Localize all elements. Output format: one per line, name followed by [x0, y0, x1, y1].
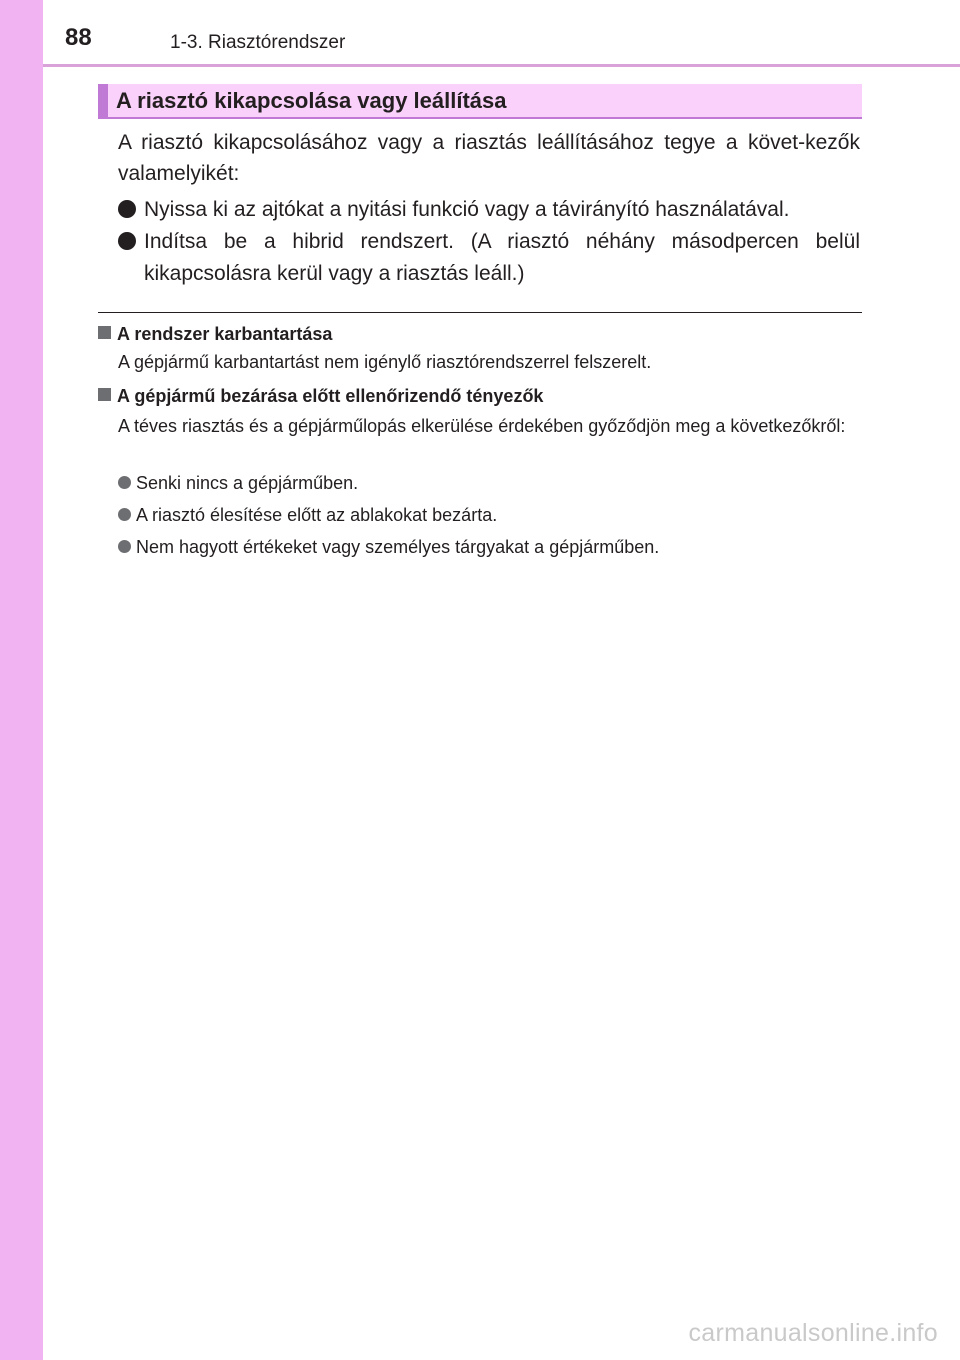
list-item-text: Indítsa be a hibrid rendszert. (A riasztó néhány másodpercen belül kikapcsolásra kerül vagy a riasztás leáll.)	[144, 230, 860, 285]
section-divider	[98, 312, 862, 313]
note-heading-text: A rendszer karbantartása	[117, 324, 333, 344]
watermark: carmanualsonline.info	[688, 1319, 938, 1347]
bullet-icon	[118, 232, 136, 250]
bullet-icon	[118, 476, 131, 489]
list-item-text: Senki nincs a gépjárműben.	[136, 473, 359, 493]
chapter-tab-band	[0, 0, 43, 1360]
note-heading	[98, 323, 332, 345]
list-item	[118, 226, 860, 290]
intro-paragraph: A riasztó kikapcsolásához vagy a riasztás leállításához tegye a követ-kezők valamelyikét:	[118, 131, 860, 185]
chapter-title: 1-3. Riasztórendszer	[170, 32, 346, 53]
list-item-text: A riasztó élesítése előtt az ablakokat bezárta.	[136, 505, 498, 525]
square-bullet-icon	[98, 388, 111, 401]
note-heading-text: A gépjármű bezárása előtt ellenőrizendő tényezők	[117, 386, 544, 406]
section-heading: A riasztó kikapcsolása vagy leállítása	[98, 84, 862, 119]
list-item-text: Nyissa ki az ajtókat a nyitási funkció vagy a távirányító használatával.	[144, 198, 790, 221]
list-item-text: Nem hagyott értékeket vagy személyes tárgyakat a gépjárműben.	[136, 537, 660, 557]
list-item	[118, 535, 659, 559]
list-item	[118, 194, 860, 226]
bullet-icon	[118, 540, 131, 553]
bullet-icon	[118, 200, 136, 218]
header-divider	[43, 64, 960, 67]
note-text: A téves riasztás és a gépjárműlopás elkerülése érdekében győződjön meg a következőkről:	[118, 416, 846, 436]
bullet-icon	[118, 508, 131, 521]
note-text: A gépjármű karbantartást nem igénylő riasztórendszerrel felszerelt.	[118, 352, 652, 372]
note-heading	[98, 385, 543, 407]
square-bullet-icon	[98, 326, 111, 339]
page-number: 88	[65, 24, 92, 51]
list-item	[118, 471, 358, 495]
list-item	[118, 503, 497, 527]
